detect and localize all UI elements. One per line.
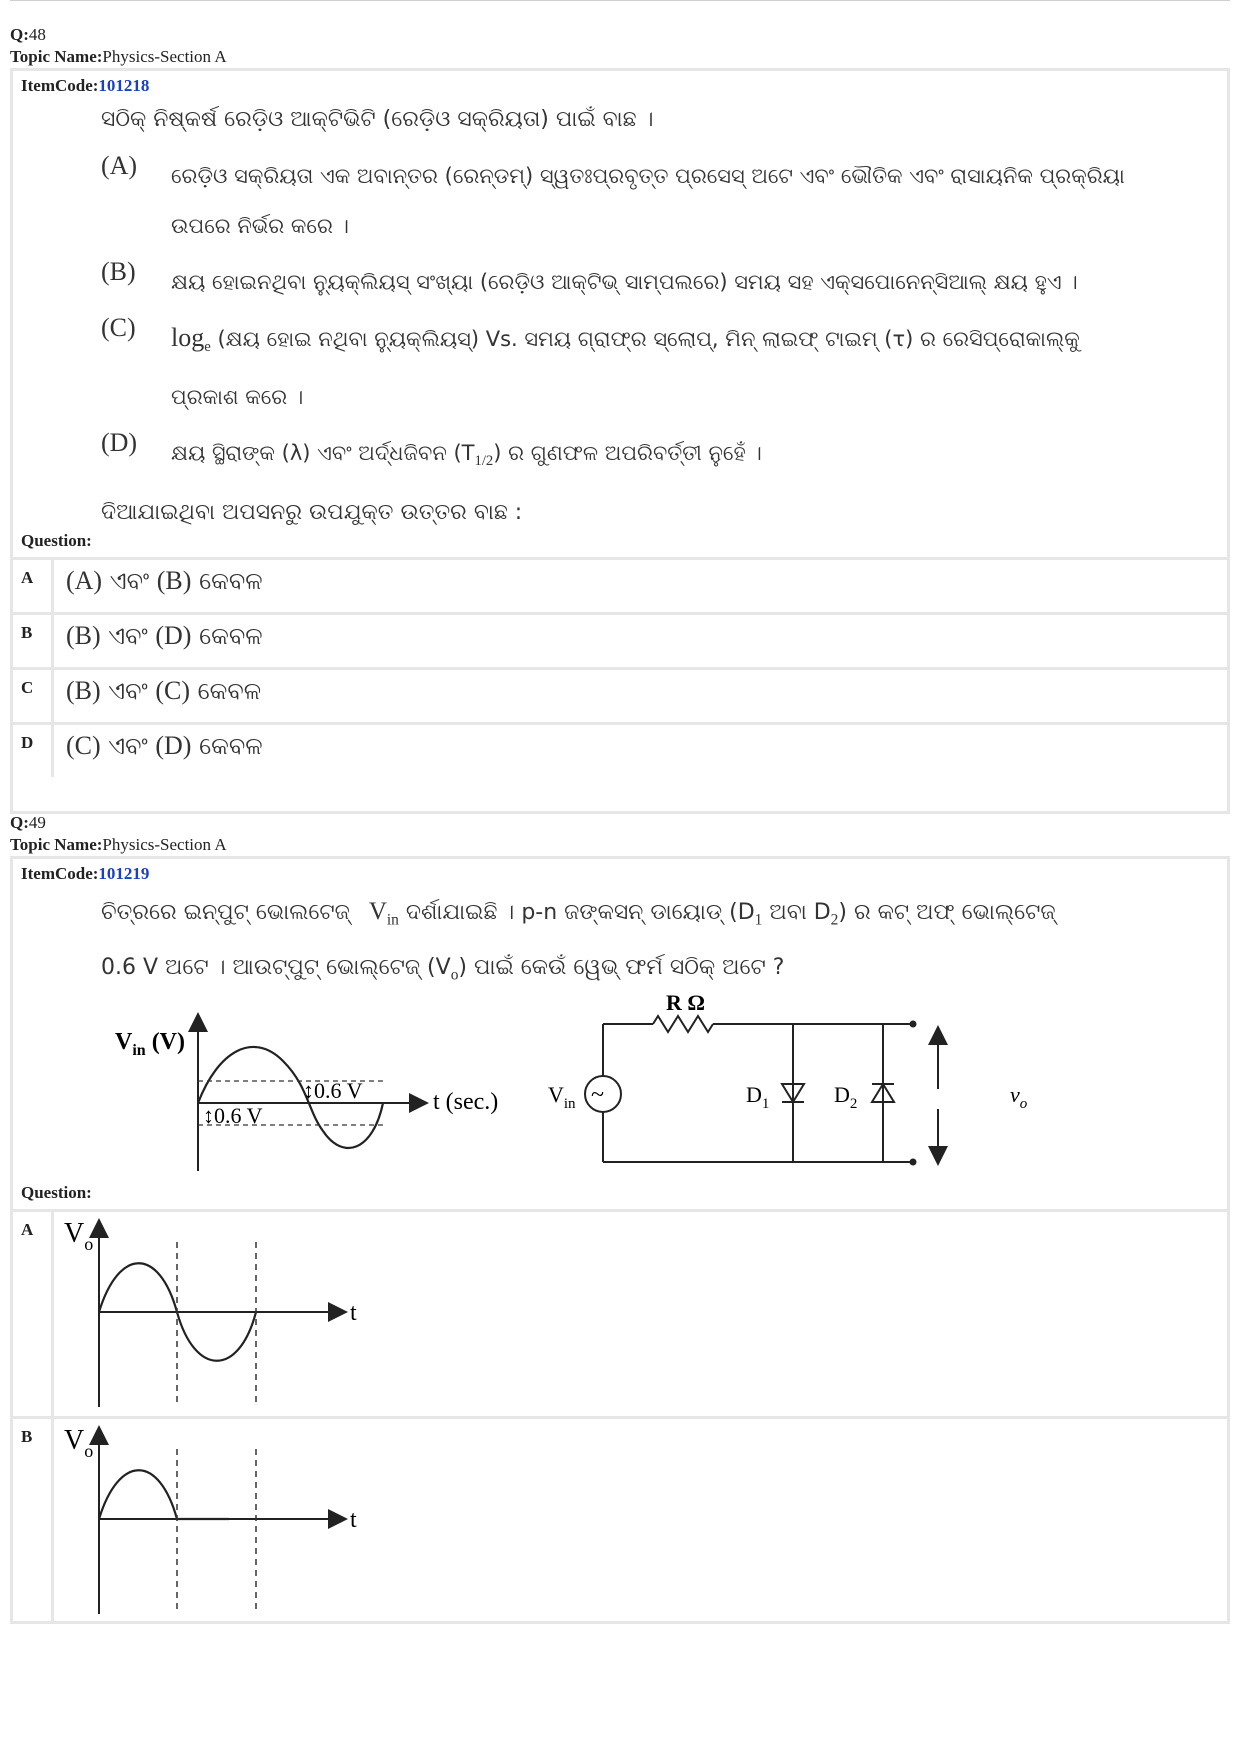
- statement-d: (D) କ୍ଷୟ ସ୍ଥିରାଙ୍କ (λ) ଏବଂ ଅର୍ଦ୍ଧଜିବନ $(T_{1/2})$ ର ଗୁଣଫଳ ଅପରିବର୍ତ୍ତୀ ନୁହେଁ ।: [101, 428, 762, 470]
- waveform-option-a: [54, 1212, 374, 1412]
- item-code: ItemCode:101218: [21, 76, 150, 95]
- vin-axis-label: $V_{in}$ (V): [115, 1029, 186, 1059]
- d2-label: $D_2$: [834, 1082, 858, 1112]
- top-divider: [10, 0, 1230, 1]
- threshold-label-top: ↕0.6 V: [303, 1078, 363, 1103]
- waveform-option-b: [54, 1419, 374, 1619]
- statement-b: (B) କ୍ଷୟ ହୋଇନଥିବା ନ୍ୟୁକ୍ଲିୟସ୍ ସଂଖ୍ୟା (ରେଡ଼ିଓ ଆକ୍ଟିଭ୍ ସାମ୍ପଲରେ) ସମୟ ସହ ଏକ୍ସପୋନେନ୍‌ସିଆଲ୍ କ୍ଷୟ ହୁଏ ।: [101, 257, 1078, 294]
- resistor: [653, 1016, 713, 1032]
- answer-option-b[interactable]: B (B) ଏବଂ (D) କେବଳ: [13, 615, 1227, 670]
- answer-option-a[interactable]: A (A) ଏବଂ (B) କେବଳ: [13, 560, 1227, 615]
- source-label: $V_{in}$: [548, 1082, 576, 1112]
- t-axis-label: t: [350, 1300, 357, 1326]
- answer-option-a[interactable]: A $V_o$ t: [13, 1212, 1227, 1419]
- question-number: Q:49: [10, 813, 46, 832]
- question-panel: [10, 856, 1230, 1624]
- resistor-label: R Ω: [666, 994, 706, 1015]
- circuit-diagram: [548, 994, 1048, 1184]
- question-body: [13, 101, 1227, 532]
- question-49: [10, 812, 1230, 1624]
- question-line-1: ଚିତ୍ରରେ ଇନ୍‌ପୁଟ୍ ଭୋଲଟେଜ୍ $V_{in}$ ଦର୍ଶାଯାଇଛି । p-n ଜଙ୍କସନ୍ ଡାୟୋଡ୍ ($D_1$ ଅବା $D_2$) ର କଟ୍ ଅଫ୍ ଭୋଲ୍‌ଟେଜ୍: [101, 898, 1056, 929]
- question-48: [10, 24, 1230, 814]
- answer-list: [13, 1209, 1227, 1623]
- vo-axis-label: $V_o$: [64, 1218, 94, 1254]
- question-label: Question:: [21, 1183, 92, 1202]
- statement-a: (A) ରେଡ଼ିଓ ସକ୍ରିୟତା ଏକ ଅବାନ୍ତର (ରେନ୍‌ଡମ୍) ସ୍ୱତଃପ୍ରବୃତ୍ତ ପ୍ରସେସ୍ ଅଟେ ଏବଂ ଭୌତିକ ଏବଂ ରାସାୟନିକ ପ୍ରକ୍ରିୟା ଉପରେ ନିର୍ଭର କରେ ।: [101, 151, 1125, 238]
- question-line-2: 0.6 V ଅଟେ । ଆଉଟ୍‌ପୁଟ୍ ଭୋଲ୍‌ଟେଜ୍ $(V_o)$ ପାଇଁ କେଉଁ ୱେଭ୍ ଫର୍ମ ସଠିକ୍ ଅଟେ ?: [101, 955, 785, 984]
- answer-option-b[interactable]: B $V_o$ t: [13, 1419, 1227, 1623]
- question-label: Question:: [21, 531, 92, 550]
- statement-c: (C) $\log_e$ (କ୍ଷୟ ହୋଇ ନଥିବା ନ୍ୟୁକ୍ଲିୟସ୍) Vs. ସମୟ ଗ୍ରାଫ୍‌ର ସ୍ଲୋପ୍, ମିନ୍ ଲାଇଫ୍ ଟାଇମ୍ (τ) ର ରେସିପ୍ରୋକାଲ୍‌କୁ ପ୍ରକାଶ କରେ ।: [101, 313, 1080, 410]
- instruction-text: ଦିଆଯାଇଥିବା ଅପସନରୁ ଉପଯୁକ୍ତ ଉତ୍ତର ବାଛ :: [101, 500, 523, 526]
- t-axis-label: t: [350, 1507, 357, 1533]
- answer-option-c[interactable]: C (B) ଏବଂ (C) କେବଳ: [13, 670, 1227, 725]
- topic-name: Topic Name:Physics-Section A: [10, 47, 227, 66]
- question-body: [13, 893, 1227, 995]
- question-number: Q:48: [10, 25, 46, 44]
- topic-name: Topic Name:Physics-Section A: [10, 835, 227, 854]
- d1-label: $D_1$: [746, 1082, 770, 1112]
- question-panel: [10, 68, 1230, 814]
- item-code: ItemCode:101219: [21, 864, 150, 883]
- answer-list: [13, 557, 1227, 777]
- t-axis-label: t (sec.): [433, 1089, 499, 1115]
- question-intro: ସଠିକ୍ ନିଷ୍କର୍ଷ ରେଡ଼ିଓ ଆକ୍ଟିଭିଟି (ରେଡ଼ିଓ ସକ୍ରିୟତା) ପାଇଁ ବାଛ ।: [101, 107, 654, 132]
- input-waveform-figure: [103, 1011, 533, 1181]
- vo-axis-label: $V_o$: [64, 1425, 94, 1461]
- answer-option-d[interactable]: D (C) ଏବଂ (D) କେବଳ: [13, 725, 1227, 777]
- threshold-label-bottom: ↕0.6 V: [203, 1103, 263, 1128]
- svg-text:~: ~: [591, 1082, 604, 1108]
- vo-label: $v_o$: [1010, 1082, 1028, 1112]
